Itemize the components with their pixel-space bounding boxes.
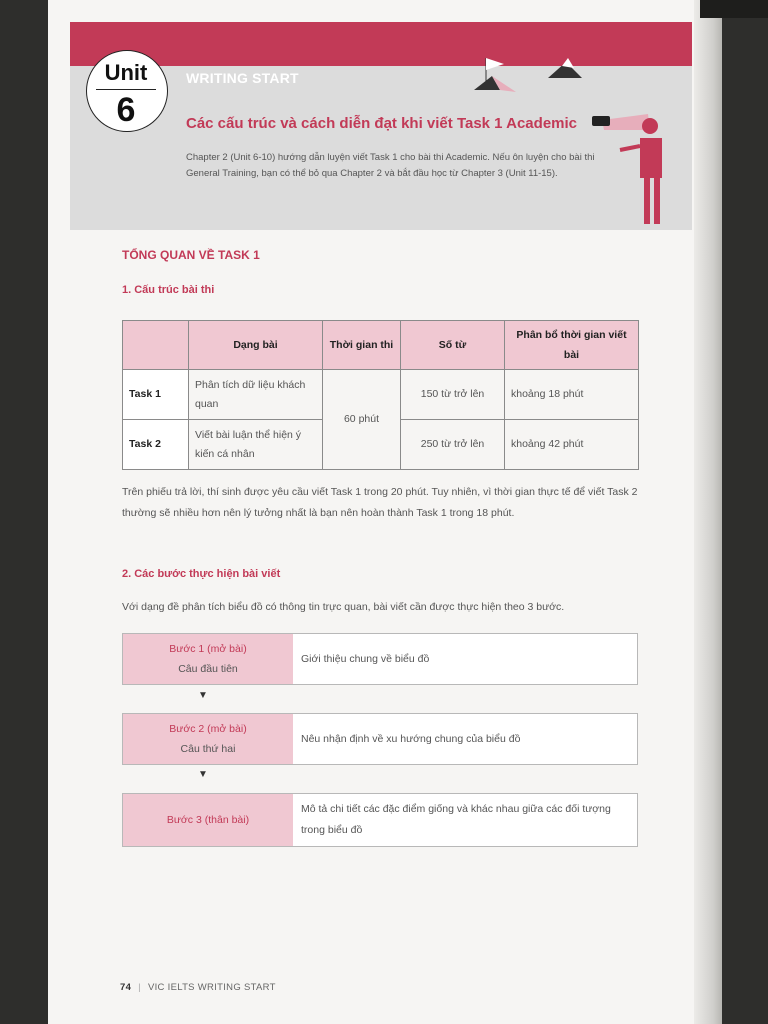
step-box-1: [122, 633, 638, 685]
table-header-cell: Số từ: [401, 321, 505, 370]
subsection-title-structure: 1. Cấu trúc bài thi: [122, 284, 215, 296]
telescope-figure-illustration: [470, 46, 700, 236]
table-cell-words: 250 từ trở lên: [401, 420, 505, 470]
exam-structure-table: [122, 320, 639, 470]
timing-paragraph: Trên phiếu trả lời, thí sinh được yêu cầu viết Task 1 trong 20 phút. Tuy nhiên, vì thời gian thực tế để viết Task 2 thường sẽ nhiều hơn nên lý tưởng nhất là bạn nên hoàn thành Task 1 trong 18 phút.: [122, 486, 638, 519]
step-label: [123, 634, 293, 684]
table-cell-task: Task 2: [123, 420, 189, 470]
step-title: Bước 2 (mở bài): [169, 723, 247, 735]
step-description: Nêu nhận định về xu hướng chung của biểu đồ: [301, 732, 521, 745]
table-cell-allocation: khoảng 42 phút: [505, 420, 639, 470]
down-arrow-icon: ▼: [198, 690, 208, 701]
table-cell-words: 150 từ trở lên: [401, 370, 505, 420]
step-subtitle: Câu thứ hai: [180, 743, 236, 755]
step-title: Bước 1 (mở bài): [169, 643, 247, 655]
section-label: WRITING START: [186, 70, 299, 86]
flag-icon: [474, 58, 516, 92]
table-header-row: [123, 321, 639, 370]
step-description: Giới thiệu chung về biểu đồ: [301, 652, 430, 665]
table-header-cell: Thời gian thi: [323, 321, 401, 370]
down-arrow-icon: ▼: [198, 769, 208, 780]
step-box-2: [122, 713, 638, 765]
page-footer: [120, 982, 276, 993]
subsection-title-steps: 2. Các bước thực hiện bài viết: [122, 568, 281, 580]
step-subtitle: Câu đầu tiên: [178, 663, 238, 675]
step-title: Bước 3 (thân bài): [166, 814, 250, 826]
book-title: VIC IELTS WRITING START: [147, 982, 276, 993]
footer-separator: |: [138, 982, 141, 993]
table-cell-task: Task 1: [123, 370, 189, 420]
table-header-cell: Dạng bài: [189, 321, 323, 370]
unit-number: 6: [116, 91, 136, 129]
mountain-icon: [548, 58, 582, 78]
unit-word: Unit: [104, 60, 148, 85]
table-cell-type: Viết bài luận thể hiện ý kiến cá nhân: [189, 420, 323, 470]
table-cell-type: Phân tích dữ liệu khách quan: [189, 370, 323, 420]
step-description: Mô tả chi tiết các đặc điểm giống và khác nhau giữa các đối tượng trong biểu đồ: [301, 803, 611, 836]
steps-intro-paragraph: Với dạng đề phân tích biểu đồ có thông tin trực quan, bài viết cần được thực hiện theo 3 bước.: [122, 601, 565, 613]
table-cell-time: 60 phút: [323, 370, 401, 470]
step-box-3: [122, 793, 638, 847]
page-number: 74: [120, 982, 132, 993]
table-header-cell: Phân bổ thời gian viết bài: [505, 321, 639, 370]
section-title: TỔNG QUAN VỀ TASK 1: [122, 248, 260, 262]
page-title: Các cấu trúc và cách diễn đạt khi viết Task 1 Academic: [186, 115, 578, 132]
intro-text: Chapter 2 (Unit 6-10) hướng dẫn luyện viết Task 1 cho bài thi Academic. Nếu ôn luyện cho bài thi General Training, bạn có thể bỏ qua Chapter 2 và bắt đầu học từ Chapter 3 (Unit 11-15).: [186, 152, 595, 179]
table-row: [123, 370, 639, 420]
step-label: [123, 714, 293, 764]
table-cell-allocation: khoảng 18 phút: [505, 370, 639, 420]
scan-background-corner: [700, 0, 768, 18]
unit-divider: [96, 89, 156, 90]
step-label: [123, 794, 293, 846]
person-icon: [592, 114, 662, 224]
table-header-cell: [123, 321, 189, 370]
